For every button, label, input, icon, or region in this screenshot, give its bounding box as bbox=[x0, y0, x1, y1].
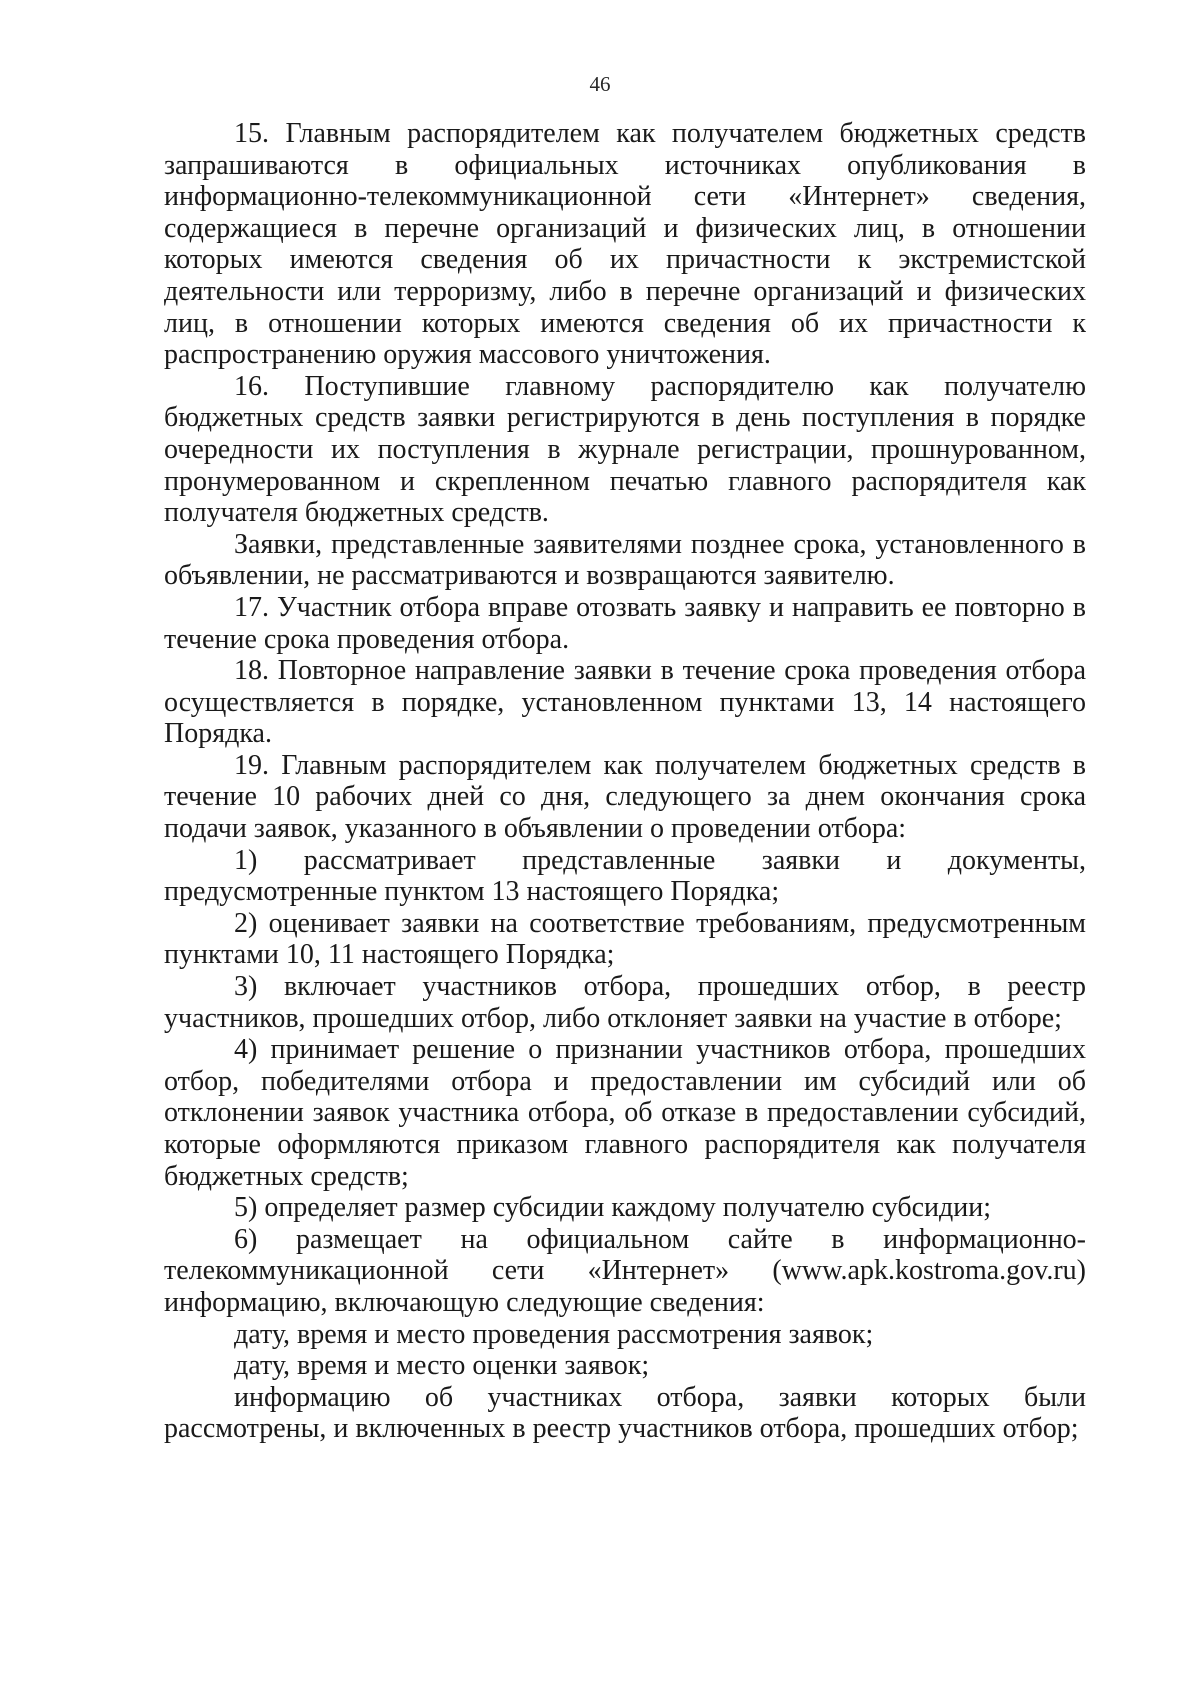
sub-item-participants-info: информацию об участниках отбора, заявки которых были рассмотрены, и включенных в реестр участников отбора, прошедших отбор; bbox=[164, 1381, 1086, 1445]
paragraph-19: 19. Главным распорядителем как получателем бюджетных средств в течение 10 рабочих дней со дня, следующего за днем окончания срока подачи заявок, указанного в объявлении о проведении отбора: bbox=[164, 749, 1086, 845]
list-item-4: 4) принимает решение о признании участников отбора, прошедших отбор, победителями отбора и предоставлении им субсидий или об отклонении заявок участника отбора, об отказе в предоставлении субсидий, которые оформляются приказом главного распорядителя как получателя бюджетных средств; bbox=[164, 1034, 1086, 1192]
sub-item-evaluation-date: дату, время и место оценки заявок; bbox=[234, 1350, 650, 1382]
page-number: 46 bbox=[589, 72, 611, 96]
paragraph-17: 17. Участник отбора вправе отозвать заявку и направить ее повторно в течение срока проведения отбора. bbox=[164, 591, 1086, 655]
list-item-3: 3) включает участников отбора, прошедших отбор, в реестр участников, прошедших отбор, либо отклоняет заявки на участие в отборе; bbox=[164, 971, 1086, 1034]
list-item-6: 6) размещает на официальном сайте в информационно-телекоммуникационной сети «Интернет» (www.apk.kostroma.gov.ru) информацию, включающую следующие сведения: bbox=[164, 1223, 1086, 1318]
paragraph-16: 16. Поступившие главному распорядителю как получателю бюджетных средств заявки регистрируются в день поступления в порядке очередности их поступления в журнале регистрации, прошнурованном, пронумерованном и скрепленном печатью главного распорядителя как получателя бюджетных средств. bbox=[164, 370, 1086, 529]
paragraph-18: 18. Повторное направление заявки в течение срока проведения отбора осуществляется в порядке, установленном пунктами 13, 14 настоящего Порядка. bbox=[164, 655, 1086, 750]
list-item-5: 5) определяет размер субсидии каждому получателю субсидии; bbox=[234, 1192, 992, 1224]
list-item-1: 1) рассматривает представленные заявки и документы, предусмотренные пунктом 13 настоящего Порядка; bbox=[164, 844, 1086, 908]
paragraph-15: 15. Главным распорядителем как получателем бюджетных средств запрашиваются в официальных источниках опубликования в информационно-телекоммуникационной сети «Интернет» сведения, содержащиеся в перечне организаций и физических лиц, в отношении которых имеются сведения об их причастности к экстремистской деятельности или терроризму, либо в перечне организаций и физических лиц, в отношении которых имеются сведения об их причастности к распространению оружия массового уничтожения. bbox=[164, 118, 1086, 371]
list-item-2: 2) оценивает заявки на соответствие требованиям, предусмотренным пунктами 10, 11 настоящего Порядка; bbox=[164, 907, 1086, 971]
sub-item-review-date: дату, время и место проведения рассмотрения заявок; bbox=[234, 1318, 874, 1350]
paragraph-16-late-applications: Заявки, представленные заявителями позднее срока, установленного в объявлении, не рассматриваются и возвращаются заявителю. bbox=[164, 528, 1086, 592]
document-body bbox=[164, 118, 1086, 1445]
